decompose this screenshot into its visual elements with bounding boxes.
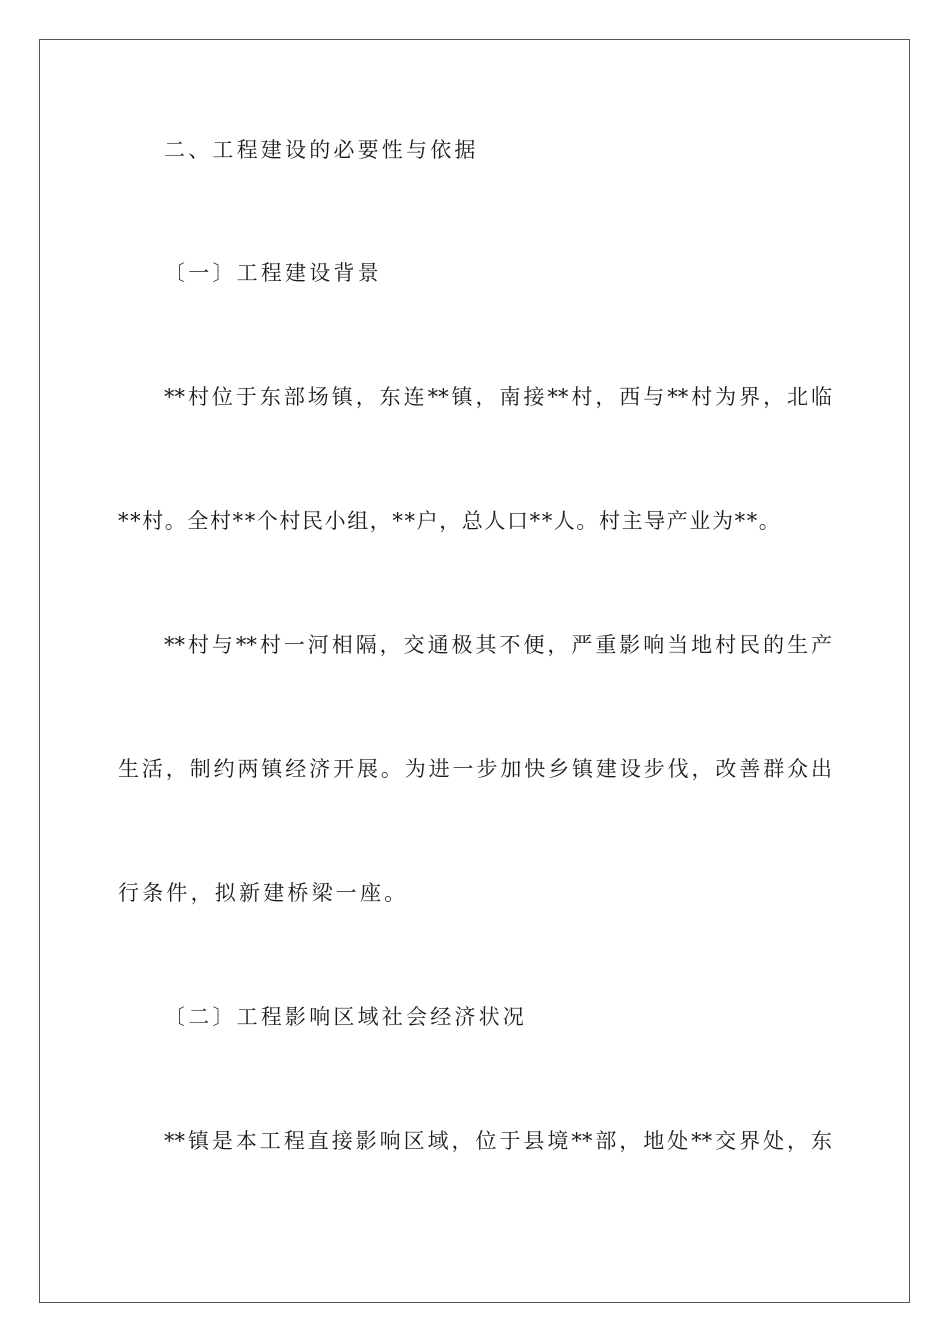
paragraph-2-line-1: **村与**村一河相隔，交通极其不便，严重影响当地村民的生产 [164, 633, 832, 657]
section-heading: 二、工程建设的必要性与依据 [164, 138, 479, 162]
subheading-background: 〔一〕工程建设背景 [164, 261, 382, 285]
page-border [39, 39, 910, 1303]
subheading-economy: 〔二〕工程影响区域社会经济状况 [164, 1005, 527, 1029]
paragraph-1-line-2: **村。全村**个村民小组，**户，总人口**人。村主导产业为**。 [118, 509, 782, 533]
paragraph-2-line-3: 行条件，拟新建桥梁一座。 [118, 881, 409, 905]
paragraph-1-line-1: **村位于东部场镇，东连**镇，南接**村，西与**村为界，北临 [164, 385, 832, 409]
paragraph-3-line-1: **镇是本工程直接影响区域，位于县境**部，地处**交界处，东 [164, 1129, 832, 1153]
paragraph-2-line-2: 生活，制约两镇经济开展。为进一步加快乡镇建设步伐，改善群众出 [118, 757, 832, 781]
